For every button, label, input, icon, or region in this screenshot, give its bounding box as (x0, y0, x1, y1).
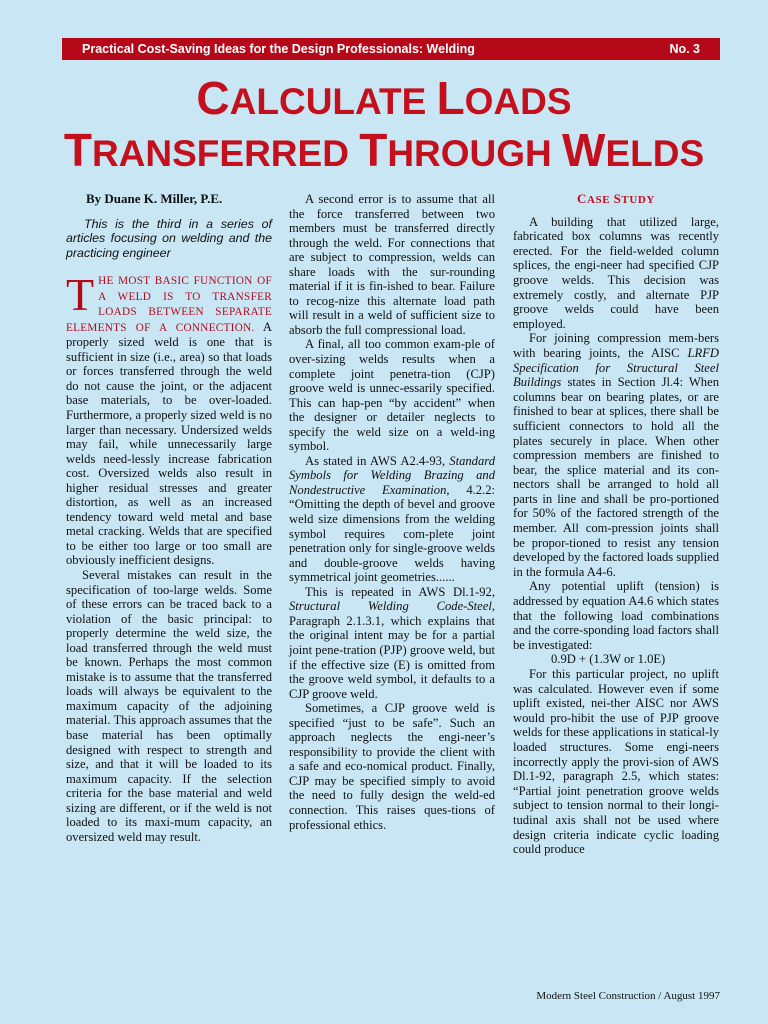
drop-cap: T (66, 269, 95, 321)
paragraph (289, 585, 495, 701)
paragraph-text: For joining compression mem-bers with bearing joints, the AISC (513, 331, 719, 360)
title-cap: T (359, 124, 388, 176)
paragraph (289, 454, 495, 585)
load-formula: 0.9D + (1.3W or 1.0E) (551, 652, 666, 667)
paragraph: Sometimes, a CJP groove weld is specified “just to be safe”. Such an approach neglects the engi-neer’s responsibility to provide the client with a safe and eco-nomical product. Finally, CJP may be specified simply to avoid the need to fully design the weld-ed connection. This raises ques-tions of professional ethics. (289, 701, 495, 832)
series-title: Practical Cost-Saving Ideas for the Design Professionals: Welding (82, 42, 475, 56)
paragraph (513, 331, 719, 579)
article-title (0, 74, 768, 178)
heading-text: TUDY (621, 194, 655, 206)
title-text: OADS (464, 81, 572, 122)
heading-cap: S (613, 191, 622, 206)
byline: By Duane K. Miller, P.E. (86, 191, 223, 206)
column-2 (289, 192, 495, 832)
paragraph: A final, all too common exam-ple of over-sizing welds results when a complete joint penetra-tion (CJP) groove weld is unnec-essarily specified. This can hap-pen “by accident” when the designer or detailer neglects to specify the weld size on a weld-ing symbol. (289, 337, 495, 454)
paragraph: A building that utilized large, fabricated box columns was recently erected. For the field-welded column splices, the engi-neer had specified CJP groove welds. This decision was extremely costly, and alternate PJP groove welds could have been employed. (513, 214, 719, 331)
title-cap: C (196, 72, 230, 124)
title-line-1 (0, 74, 768, 126)
paragraph: Any potential uplift (tension) is addressed by equation A4.6 which states that the following load combinations and the corre-sponding load factors shall be investigated: (513, 579, 719, 652)
paragraph (66, 269, 272, 568)
title-text: HROUGH (387, 133, 563, 174)
column-1 (66, 192, 272, 844)
paragraph-text: A properly sized weld is one that is sufficient in size (i.e., area) so that loads or forces transferred through the weld do not cause the joint, or the adjacent base materials, to be over-loaded. Furthermore, a properly sized weld is no larger than necessary. Undersized welds may fail, while unnecessarily large welds need-lessly increase fabrication cost. Oversized welds also result in higher residual stresses and greater distortion, as well as an increased tendency toward weld metal and base metal cracking. Welds that are specified to be either too large or too small are obviously inefficient designs. (66, 319, 272, 568)
title-cap: W (562, 124, 606, 176)
citation-title: Standard Symbols for Welding Brazing and Nondestructive Examination (289, 453, 495, 497)
heading-text: ASE (587, 194, 614, 206)
title-text: ELDS (605, 133, 705, 174)
paragraph-text: states in Section Jl.4: When columns bear on bearing plates, or are finished to bear at splices, there shall be sufficient connectors to hold all the plates securely in place. When other compression members are finished to bear, the splice material and its con-nectors shall be arranged to hold all parts in line and shall be pro-portioned for 50% of the factored strength of the member. All com-pression joints shall be propor-tioned to resist any tension developed by the factored loads supplied in the formula A4-6. (513, 375, 719, 579)
citation-title: Structural Welding Code-Steel (289, 599, 492, 614)
column-3 (513, 192, 719, 857)
title-line-2 (0, 126, 768, 178)
paragraph: Several mistakes can result in the specification of too-large welds. Some of these errors can be traced back to a violation of the basic principal: to properly determine the weld size, the load transferred through the weld must be known. Perhaps the most common mistake is to assume that the transferred loads will always be equivalent to the maximum capacity of the adjoining material. This approach assumes that the base material has been optimally designed with respect to strength and size, and that it will be loaded to its maximum capacity. If the selection criteria for the base material and weld sizing are different, or if the weld is not loaded to its maxi-mum capacity, an oversized weld may result. (66, 567, 272, 844)
paragraph-text: This is repeated in AWS Dl.1-92, (305, 584, 495, 599)
paragraph-text: , Paragraph 2.1.3.1, which explains that the original intent may be for a partial joint pene-tration (PJP) groove weld, but if the effective size (E) is omitted from the groove weld symbol, it defaults to a CJP groove weld. (289, 599, 495, 701)
series-intro: This is the third in a series of articles focusing on welding and the practicing engineer (66, 216, 272, 260)
title-cap: T (63, 124, 92, 176)
title-text: RANSFERRED (91, 133, 360, 174)
series-banner (62, 38, 720, 60)
paragraph-text: As stated in AWS A2.4-93, (305, 453, 450, 468)
citation-title: LRFD Specification for Structural Steel Buildings (513, 345, 719, 390)
paragraph: A second error is to assume that all the force transferred between two members must be transferred directly through the weld. For connections that are subject to compression, welds can share loads with the sur-rounding material if it is fin-ished to bear. Failure to recog-nize this alternate load path will result in a weld of sufficient size to absorb the full compressional load. (289, 192, 495, 337)
paragraph: For this particular project, no uplift was calculated. However even if some uplift existed, nei-ther AISC nor AWS would pro-hibit the use of PJP groove welds for these applications in statical-ly loaded structures. Some engi-neers incorrectly apply the provi-sion of AWS Dl.1-92, paragraph 2.5, which states: “Partial joint penetration groove welds subject to tension normal to their longi-tudinal axis shall not be used where design criteria indicate cyclic loading could produce (513, 667, 719, 857)
lead-in: HE MOST BASIC FUNCTION OF A WELD IS TO TRANSFER LOADS BETWEEN SEPARATE ELEMENTS OF A CONNECTION. (66, 275, 272, 334)
issue-number: No. 3 (669, 42, 700, 56)
title-text: ALCULATE (229, 81, 437, 122)
paragraph-text: , 4.2.2: “Omitting the depth of bevel and groove weld size dimensions from the welding symbol requires com-plete joint penetration only for single-groove welds and double-groove welds having symmetrical joint geometries...... (289, 482, 495, 585)
page-footer: Modern Steel Construction / August 1997 (536, 990, 720, 1002)
case-study-heading (513, 192, 719, 208)
title-cap: L (436, 72, 465, 124)
heading-cap: C (577, 191, 587, 206)
